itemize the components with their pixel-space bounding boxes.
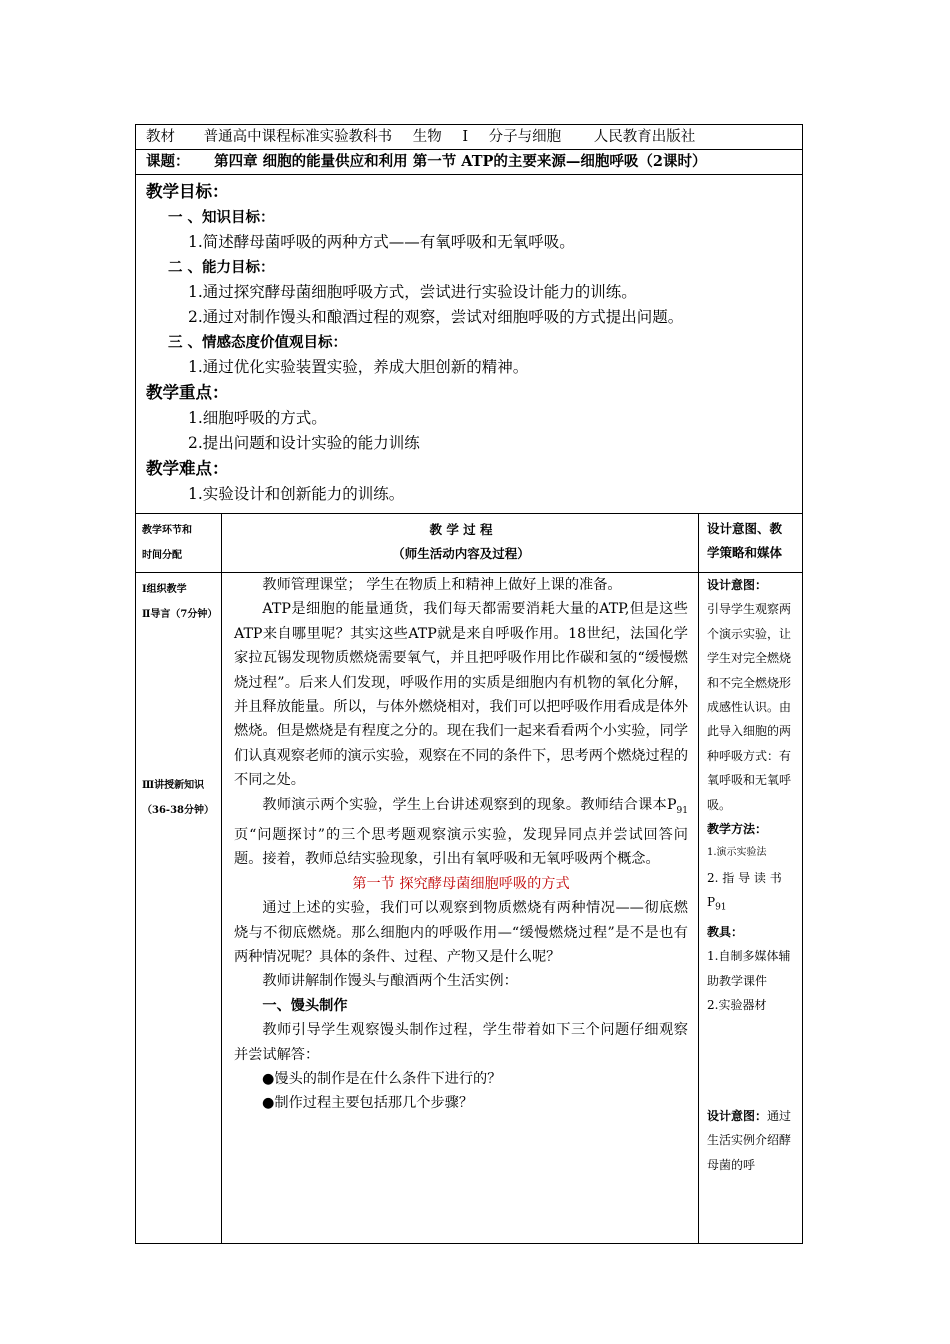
method-item: 1.演示实验法 [707,847,767,859]
objectives-title: 教学目标： [146,182,229,201]
process-paragraph: 教师管理课堂； 学生在物质上和精神上做好上课的准备。 [262,577,622,593]
ability-item: 2.通过对制作馒头和酿酒过程的观察，尝试对细胞呼吸的方式提出问题。 [188,308,684,326]
key-points-title: 教学重点： [146,383,229,402]
intent-label: 设计意图： [707,578,768,592]
subject: 生物 [412,129,442,145]
method-text: 2. 指 导 读 书 P [707,870,782,910]
method-item [707,866,796,920]
emotion-title: 三 、情感态度价值观目标： [168,334,348,351]
process-paragraph [234,793,688,872]
question-bullet: ●馒头的制作是在什么条件下进行的？ [262,1070,502,1087]
notes-header-line: 设计意图、教 [707,521,783,536]
objectives-block [136,175,802,514]
process-text: 教师演示两个实验，学生上台讲述观察到的现象。教师结合课本P [262,796,677,813]
process-table-header [136,514,802,573]
stage-column-header [136,514,222,573]
stage-header-line: 时间分配 [142,550,182,561]
process-header-line: （师生活动内容及过程） [392,546,530,562]
page-subscript: 91 [715,902,727,913]
stage-new-knowledge: Ⅲ讲授新知识（36-38分钟） [142,780,214,816]
key-point-item: 2.提出问题和设计实验的能力训练 [188,434,420,452]
notes-column [699,573,802,1243]
textbook-row [136,125,802,150]
volume: Ⅰ [462,129,469,145]
tools-item: 2.实验器材 [707,998,767,1013]
question-bullet: ●制作过程主要包括那几个步骤？ [262,1095,474,1112]
stage-column [136,573,222,1243]
stage-intro: Ⅱ导言（7分钟） [142,609,218,620]
process-paragraph: ATP是细胞的能量通货，我们每天都需要消耗大量的ATP,但是这些ATP来自哪里呢？其实这些ATP就是来自呼吸作用。18世纪，法国化学家拉瓦锡发现物质燃烧需要氧气，并且把呼吸作用比作碳和氢的“缓慢燃烧过程”。后来人们发现，呼吸作用的实质是细胞内有机物的氧化分解，并且释放能量。所以，与体外燃烧相对，我们可以把呼吸作用看成是体外燃烧。但是燃烧是有程度之分的。现在我们一起来看看两个小实验，同学们认真观察老师的演示实验，观察在不同的条件下，思考两个燃烧过程的不同之处。 [234,601,689,789]
difficult-point-item: 1.实验设计和创新能力的训练。 [188,485,405,503]
knowledge-item: 1.简述酵母菌呼吸的两种方式——有氧呼吸和无氧呼吸。 [188,233,575,251]
key-point-item: 1.细胞呼吸的方式。 [188,409,327,427]
textbook-label: 教材 [146,129,175,145]
topic-title: 第四章 细胞的能量供应和利用 第一节 ATP的主要来源—细胞呼吸（2课时） [214,153,707,170]
notes-header-line: 学策略和媒体 [707,545,783,561]
module: 分子与细胞 [488,129,562,145]
tools-item: 1.自制多媒体辅助教学课件 [707,949,791,988]
process-paragraph: 通过上述的实验，我们可以观察到物质燃烧有两种情况——彻底燃烧与不彻底燃烧。那么细胞内的呼吸作用—“缓慢燃烧过程”是不是也有两种情况呢？具体的条件、过程、产物又是什么呢？ [234,900,688,965]
process-column-header [222,514,699,573]
ability-title: 二 、能力目标： [168,259,275,276]
method-label: 教学方法： [707,822,768,837]
intent-text: 引导学生观察两个演示实验，让学生对完全燃烧和不完全燃烧形成感性认识。由此导入细胞的两种呼吸方式：有氧呼吸和无氧呼吸。 [707,602,792,812]
section-title: 第一节 探究酵母菌细胞呼吸的方式 [352,875,570,892]
process-paragraph: 教师引导学生观察馒头制作过程，学生带着如下三个问题仔细观察并尝试解答： [234,1022,688,1063]
textbook-name: 普通高中课程标准实验教科书 [203,129,393,145]
stage-organize: Ⅰ组织教学 [142,584,187,595]
tools-label: 教具： [707,925,744,940]
stage-header-line: 教学环节和 [142,525,192,536]
ability-item: 1.通过探究酵母菌细胞呼吸方式，尝试进行实验设计能力的训练。 [188,283,637,301]
process-text: 页“问题探讨”的三个思考题观察演示实验，发现异同点并尝试回答问题。接着，教师总结实验现象，引出有氧呼吸和无氧呼吸两个概念。 [234,826,688,868]
knowledge-title: 一 、知识目标： [168,209,275,226]
difficult-points-title: 教学难点： [146,459,229,478]
lesson-plan-sheet [135,124,803,1244]
topic-row [136,150,802,175]
topic-label: 课题： [146,153,190,170]
intent-text-2: 通过生活实例介绍酵母菌的呼 [707,1108,792,1172]
emotion-item: 1.通过优化实验装置实验，养成大胆创新的精神。 [188,358,529,376]
page-subscript: 91 [676,805,688,816]
process-table-body [136,573,802,1243]
notes-column-header [699,514,802,573]
process-header-line: 教 学 过 程 [429,522,493,537]
intent-block-2 [707,1104,796,1177]
subsection-heading: 一、馒头制作 [262,997,348,1014]
process-column [222,573,699,1243]
publisher: 人民教育出版社 [593,129,696,145]
process-paragraph: 教师讲解制作馒头与酿酒两个生活实例： [262,973,518,990]
intent-label-2: 设计意图： [707,1108,768,1123]
